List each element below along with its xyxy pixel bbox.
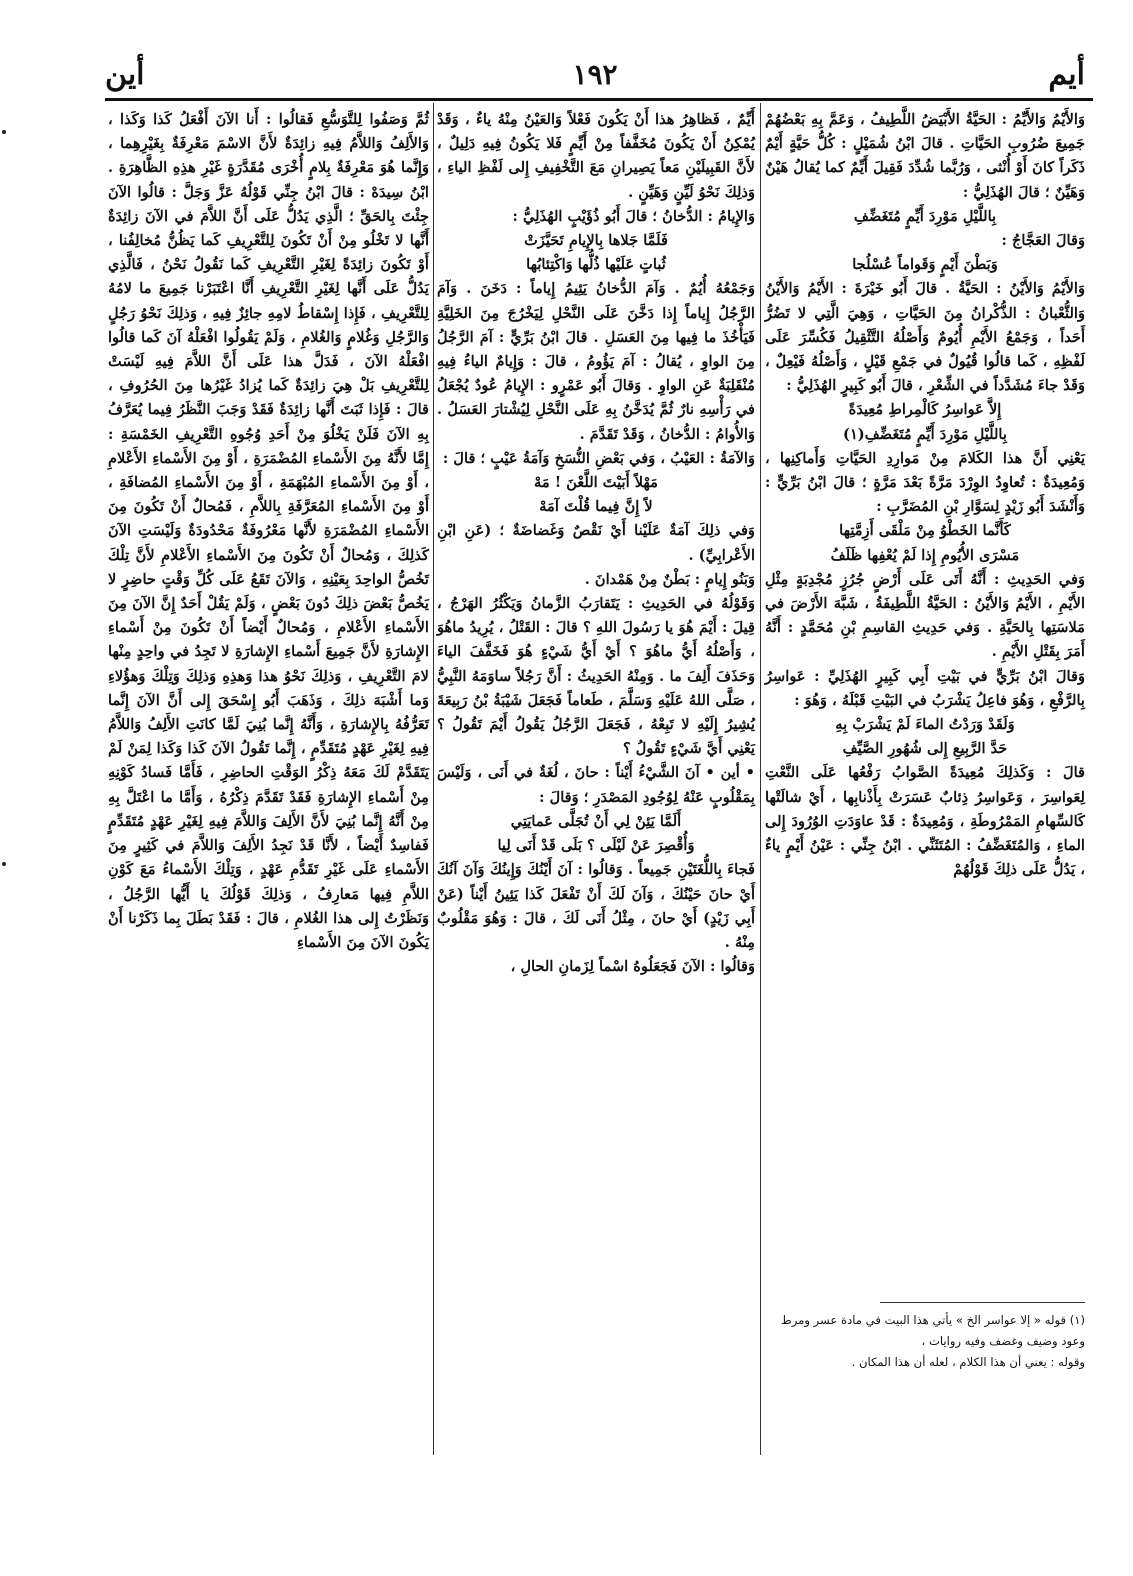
column-divider-left xyxy=(433,103,434,1455)
header-rule xyxy=(105,98,1093,101)
footnote xyxy=(765,1310,1085,1373)
paragraph: أَيِّمٌ ، فَظاهِرُ هذا أَنْ يَكُونَ فَعْلاً وَالعَيْنُ مِنْهُ ياءٌ ، وَقَدْ يُمْكِنُ أَنْ يَكُونَ مُخَفَّفاً مِنْ أَيِّمٍ فَلا يَكُونُ فِيهِ دَلِيلٌ ، لأَنَّ القَبِيلَيْنِ مَعاً يَصِيرانِ مَعَ التَّخْفِيفِ إِلى لَفْظِ الياءِ ، وَذلِكَ نَحْوُ لَيِّنٍ وَهَيِّنٍ . xyxy=(437,111,755,201)
verse-line: حَدَّ الرَّبِيعِ إِلى شُهُورِ الصَّيِّفِ xyxy=(842,740,1008,758)
verse-line: مَهْلاً أَبَيْتَ اللَّعْنَ ! مَهْ xyxy=(534,474,658,492)
verse-line: مَسْرَى الأُيُومِ إِذا لَمْ يُعْفِها ظَلَفُ xyxy=(830,546,1020,564)
scan-mark xyxy=(2,130,6,134)
page-header xyxy=(105,55,1085,97)
paragraph: قالَ : وَكَذلِكَ مُعِيدَةً الصَّوابُ رَفْعُها عَلَى النَّعْتِ لِعَواسِرَ ، وَعَواسِرُ ذِئابٌ عَسَرَتْ بِأَذْنابِها ، أَيْ شالَتْها كَالسِّهامِ المَمْرُوطَةِ ، وَمُعِيدَةٌ : قَدْ عاوَدَتِ الوُرُودَ إِلى الماءِ ، وَالمُتَغَضِّفُ : المُتَثَنِّي . ابْنُ جِنِّي : عَيْنُ أَيْمٍ ياءٌ ، يَدُلُّ عَلَى ذلِكَ قَوْلُهُمْ xyxy=(765,764,1085,879)
paragraph: وَالأَيْمُ وَالأَيْنُ : الحَيَّةُ . قالَ أَبُو خَيْرَةَ : الأَيْمُ وَالأَيْنُ وَالثُّعْبانُ : الذُّكْرانُ مِنَ الحَيَّاتِ ، وَهِيَ الَّتِي لا تَضُرُّ أَحَداً ، وَجَمْعُ الأَيْمِ أُيُومٌ وَأَصْلُهُ التَّثْقِيلُ فَكُسِّرَ عَلَى لَفْظِهِ ، كَما قالُوا قُيُولٌ في جَمْعِ قَيْلٍ ، وَأَصْلُهُ فَيْعِلٌ ، وَقَدْ جاءَ مُشَدَّداً في الشِّعْرِ ، قالَ أَبُو كَبِيرٍ الهُذَلِيُّ : xyxy=(765,280,1085,395)
paragraph: وَجَمْعُهُ أُيُمٌ . وَآمَ الدُّخانُ يَئِيمُ إِياماً : دَخَنَ . وَآمَ الرَّجُلُ إِياماً إِذا دَخَّنَ عَلَى النَّحْلِ لِيَخْرُجَ مِنَ الخَلِيَّةِ فَيَأْخُذَ ما فِيها مِنَ العَسَلِ . قالَ ابْنُ بَرِّيٍّ : آمَ الرَّجُلُ مِنَ الواوِ ، يُقالُ : آمَ يَؤُومُ ، قالَ : وَإِيامٌ الياءُ فِيهِ مُنْقَلِبَةٌ عَنِ الواوِ . وَقالَ أَبُو عَمْرٍو : الإِيامُ عُودٌ يُجْعَلُ في رَأْسِهِ نارٌ ثُمَّ يُدَخَّنُ بِهِ عَلَى النَّحْلِ لِيُشْتارَ العَسَلُ . وَالأُوامُ : الدُّخانُ ، وَقَدْ تَقَدَّمَ . xyxy=(437,280,755,443)
verse-line: كَأَنَّما الخَطْوُ مِنْ مَلْقَى أَزِمَّتِها xyxy=(839,522,1011,540)
verse-line: وَلَقَدْ وَرَدْتُ الماءَ لَمْ يَشْرَبْ بِهِ xyxy=(835,716,1015,734)
verse-line: وَبَطْنَ أَيْمٍ وَقَواماً عُسْلُجا xyxy=(852,256,998,274)
column-divider-right xyxy=(760,103,761,1455)
verse-line: بِاللَّيْلِ مَوْرِدَ أَيِّمٍ مُتَغَضِّفِ xyxy=(853,207,997,225)
paragraph: وَقَوْلُهُ في الحَدِيثِ : يَتَقارَبُ الزَّمانُ وَيَكْثُرُ الهَرْجُ ، قِيلَ : أَيْمَ هُوَ يا رَسُولَ اللهِ ؟ قالَ : القَتْلُ ، يُرِيدُ ماهُوَ ، وَأَصْلُهُ أَيُّ ماهُوَ ؟ أَيْ أَيُّ شَيْءٍ هُوَ فَخَفَّفَ الياءَ وَحَذَفَ أَلِفَ ما . وَمِنْهُ الحَدِيثُ : أَنَّ رَجُلاً ساوَمَهُ النَّبِيُّ ، صَلَّى اللهُ عَلَيْهِ وَسَلَّمَ ، طَعاماً فَجَعَلَ شَيْبَةُ بْنُ رَبِيعَةَ يُشِيرُ إِلَيْهِ لا تَبِعْهُ ، فَجَعَلَ الرَّجُلُ يَقُولُ أَيْمَ تَقُولُ ؟ يَعْنِي أَيَّ شَيْءٍ تَقُولُ ؟ xyxy=(437,595,755,758)
column-middle xyxy=(437,108,755,979)
paragraph: وَالإِيامُ : الدُّخانُ ؛ قالَ أَبُو ذُؤَيْبٍ الهُذَلِيُّ : xyxy=(512,207,755,225)
paragraph: وَبَنُو إِيامٍ : بَطْنٌ مِنْ هَمْدانَ . xyxy=(584,570,755,588)
footnote-rule xyxy=(880,1302,1085,1303)
verse-line: فَلَمَّا جَلاها بِالإِيامِ تَحَيَّزَتْ xyxy=(524,232,668,250)
verse-line: بِاللَّيْلِ مَوْرِدَ أَيِّمٍ مُتَغَضِّفِ(١) xyxy=(843,425,1007,443)
paragraph: وَقالَ العَجَّاجُ : xyxy=(1001,232,1085,250)
paragraph: وَالآمَةُ : العَيْبُ ، وَفي بَعْضِ النُّسَخِ وَآمَةُ عَيْبٍ ؛ قالَ : xyxy=(442,449,755,467)
verse-line: لاً إِنَّ فِيما قُلْتَ آمَهْ xyxy=(539,498,653,516)
footnote-line: (١) قوله « إلا عواسر الخ » يأتي هذا البيت في مادة عسر ومرط وعود وضيف وغضف وفيه روايات ، xyxy=(781,1313,1085,1348)
footnote-line: وقوله : يعني أن هذا الكلام ، لعله أن هذا المكان . xyxy=(851,1355,1085,1369)
column-left xyxy=(108,108,429,955)
paragraph: وَفي الحَدِيثِ : أَنَّهُ أَتَى عَلَى أَرْضٍ جُرُزٍ مُجْدِبَةٍ مِثْلِ الأَيْمِ ، الأَيْمُ وَالأَيْنُ : الحَيَّةُ اللَّطِيفَةُ ، شَبَّهَ الأَرْضَ في مَلاسَتِها بِالحَيَّةِ . وَفي حَدِيثِ القاسِمِ بْنِ مُحَمَّدٍ : أَنَّهُ أَمَرَ بِقَتْلِ الأَيْمِ . xyxy=(765,570,1085,661)
verse-line: ثُباتٍ عَلَيْها ذُلُّها وَاكْتِئابُها xyxy=(526,256,666,274)
paragraph: وَقالَ ابْنُ بَرِّيٍّ في بَيْتِ أَبِي كَبِيرٍ الهُذَلِيِّ : عَواسِرُ بِالرَّفْعِ ، وَهُوَ فاعِلُ يَشْرَبُ في البَيْتِ قَبْلَهُ ، وَهُوَ : xyxy=(765,667,1085,709)
scan-mark xyxy=(2,862,6,866)
paragraph: وَالأَيْمُ وَالأَيِّمُ : الحَيَّةُ الأَبْيَضُ اللَّطِيفُ ، وَعَمَّ بِهِ بَعْضُهُمْ جَمِيعَ ضُرُوبِ الحَيَّاتِ . قالَ ابْنُ شُمَيْلٍ : كُلُّ حَيَّةٍ أَيْمٌ ذَكَراً كانَ أَوْ أُنْثى ، وَرُبَّما شُدِّدَ فَقِيلَ أَيِّمٌ كما يُقالُ هَيْنٌ وَهَيِّنٌ ؛ قالَ الهُذَلِيُّ : xyxy=(765,111,1085,201)
column-right xyxy=(765,108,1085,883)
verse-line: وَأُقْصِرَ عَنْ لَيْلَى ؟ بَلَى قَدْ أَنَى لِيا xyxy=(497,837,695,855)
paragraph: وَقالُوا : الآنَ فَجَعَلُوهُ اسْماً لِزَمانِ الحالِ ، xyxy=(510,958,755,976)
paragraph: وَفي ذلِكَ آمَةٌ عَلَيْنا أَيْ نَقْصٌ وَغَضاضَةٌ ؛ (عَنِ ابْنِ الأَعْرابِيِّ) . xyxy=(437,522,755,564)
headword-right: أيم xyxy=(1048,57,1085,92)
paragraph: فَجاءَ بِاللُّغَتَيْنِ جَمِيعاً . وَقالُوا : آنَ أَيْنُكَ وَإِينُكَ وَآنَ آنُكَ أَيْ حانَ حَيْنُكَ ، وَآنَ لَكَ أَنْ تَفْعَلَ كَذا يَئِينُ أَيْناً (عَنْ أَبِي زَيْدٍ) أَيْ حانَ ، مِثْلُ أَنَى لَكَ ، قالَ : وَهُوَ مَقْلُوبٌ مِنْهُ . xyxy=(437,861,755,951)
paragraph: ثُمَّ وَصَفُوا لِلتَّوَسُّعِ فَقالُوا : أَنا الآنَ أَفْعَلُ كَذا وَكَذا ، وَالأَلِفُ وَاللاَّمُ فِيهِ زائِدَةٌ لأَنَّ الاسْمَ مَعْرِفَةٌ بِغَيْرِهِما ، وَإِنَّما هُوَ مَعْرِفَةٌ بِلامٍ أُخْرَى مُقَدَّرَةٍ غَيْرِ هذِهِ الظَّاهِرَةِ . ابْنُ سِيدَهْ : قالَ ابْنُ جِنِّي قَوْلُهُ عَزَّ وَجَلَّ : قالُوا الآنَ جِئْتَ بِالحَقِّ ؛ الَّذِي يَدُلُّ عَلَى أَنَّ اللاَّمَ في الآنَ زائِدَةٌ أَنَّها لا تَخْلُو مِنْ أَنْ تَكُونَ لِلتَّعْرِيفِ كَما يَظُنُّ مُخالِفُنا ، أَوْ تَكُونَ زائِدَةً لِغَيْرِ التَّعْرِيفِ كَما نَقُولُ نَحْنُ ، فَالَّذِي يَدُلُّ عَلَى أَنَّها لِغَيْرِ التَّعْرِيفِ أَنَّا اعْتَبَرْنا جَمِيعَ ما لامُهُ لِلتَّعْرِيفِ ، فَإِذا إِسْقاطُ لامِهِ جائِزٌ فِيهِ ، وَذلِكَ نَحْوُ رَجُلٍ وَالرَّجُلِ وَغُلامٍ وَالغُلامِ ، وَلَمْ يَقُولُوا افْعَلْهُ آنَ كَما قالُوا افْعَلْهُ الآنَ ، فَدَلَّ هذا عَلَى أَنَّ اللاَّمَ فِيهِ لَيْسَتْ لِلتَّعْرِيفِ بَلْ هِيَ زائِدَةٌ كَما يُزادُ غَيْرُها مِنَ الحُرُوفِ ، قالَ : فَإِذا ثَبَتَ أَنَّها زائِدَةٌ فَقَدْ وَجَبَ النَّظَرُ فِيما يُعَرَّفُ بِهِ الآنَ فَلَنْ يَخْلُوَ مِنْ أَحَدِ وُجُوهِ التَّعْرِيفِ الخَمْسَةِ : إِمَّا لأَنَّهُ مِنَ الأَسْماءِ المُضْمَرَةِ ، أَوْ مِنَ الأَسْماءِ الأَعْلامِ ، أَوْ مِنَ الأَسْماءِ المُبْهَمَةِ ، أَوْ مِنَ الأَسْماءِ المُضافَةِ ، أَوْ مِنَ الأَسْماءِ المُعَرَّفَةِ بِاللاَّمِ ، فَمُحالٌ أَنْ تَكُونَ مِنَ الأَسْماءِ المُضْمَرَةِ لأَنَّها مَعْرُوفَةٌ مَحْدُودَةٌ وَلَيْسَتِ الآنَ كَذلِكَ ، وَمُحالٌ أَنْ تَكُونَ مِنَ الأَسْماءِ الأَعْلامِ لأَنَّ تِلْكَ تَخُصُّ الواحِدَ بِعَيْنِهِ ، وَالآنَ تَقَعُ عَلَى كُلِّ وَقْتٍ حاضِرٍ لا يَخُصُّ بَعْضَ ذلِكَ دُونَ بَعْضٍ ، وَلَمْ يَقُلْ أَحَدٌ إِنَّ الآنَ مِنَ الأَسْماءِ الأَعْلامِ ، وَمُحالٌ أَيْضاً أَنْ تَكُونَ مِنْ أَسْماءِ الإِشارَةِ لأَنَّ جَمِيعَ أَسْماءِ الإِشارَةِ لا تَجِدُ في واحِدٍ مِنْها لامَ التَّعْرِيفِ ، وَذلِكَ نَحْوُ هذا وَهذِهِ وَذلِكَ وَتِلْكَ وَهؤُلاءِ وَما أَشْبَهَ ذلِكَ ، وَذَهَبَ أَبُو إِسْحَقَ إِلى أَنَّ الآنَ إِنَّما تَعَرُّفُهُ بِالإِشارَةِ ، وَأَنَّهُ إِنَّما بُنِيَ لَمَّا كانَتِ الأَلِفُ وَاللاَّمُ فِيهِ لِغَيْرِ عَهْدٍ مُتَقَدِّمٍ ، إِنَّما تَقُولُ الآنَ كَذا وَكَذا لِمَنْ لَمْ يَتَقَدَّمْ لَكَ مَعَهُ ذِكْرُ الوَقْتِ الحاضِرِ ، فَأَمَّا فَسادُ كَوْنِهِ مِنْ أَسْماءِ الإِشارَةِ فَقَدْ تَقَدَّمَ ذِكْرُهُ ، وَأَمَّا ما اعْتَلَّ بِهِ مِنْ أَنَّهُ إِنَّما بُنِيَ لأَنَّ الأَلِفَ وَاللاَّمَ فِيهِ لِغَيْرِ عَهْدٍ مُتَقَدِّمٍ فَفاسِدٌ أَيْضاً ، لأَنَّا قَدْ نَجِدُ الأَلِفَ وَاللاَّمَ في كَثِيرٍ مِنَ الأَسْماءِ عَلَى غَيْرِ تَقَدُّمِ عَهْدٍ ، وَتِلْكَ الأَسْماءُ مَعَ كَوْنِ اللاَّمِ فِيها مَعارِفُ ، وَذلِكَ قَوْلُكَ يا أَيُّها الرَّجُلُ ، وَنَظَرْتُ إِلى هذا الغُلامِ ، قالَ : فَقَدْ بَطَلَ بِما ذَكَرْنا أَنْ يَكُونَ الآنَ مِنَ الأَسْماءِ xyxy=(108,111,429,951)
headword-left: أين xyxy=(105,57,145,92)
verse-line: إِلاَّ عَواسِرُ كَالْمِراطِ مُعِيدَةً xyxy=(848,401,1002,419)
page-number: ١٩٢ xyxy=(572,58,618,91)
paragraph: يَعْنِي أَنَّ هذا الكَلامَ مِنْ مَوارِدِ الحَيَّاتِ وَأَماكِنِها ، وَمُعِيدَةٌ : تُعاوِدُ الوِرْدَ مَرَّةً بَعْدَ مَرَّةٍ ؛ قالَ ابْنُ بَرِّيٍّ : وَأَنْشَدَ أَبُو زَيْدٍ لِسَوَّارِ بْنِ المُضَرَّبِ : xyxy=(765,449,1085,516)
verse-line: أَلَمَّا يَئِنْ لِي أَنْ تُجَلَّى عَمايَتِي xyxy=(510,812,682,830)
entry-paragraph: • أين • آنَ الشَّيْءُ أَيْناً : حانَ ، لُغَةٌ في أَنَى ، وَلَيْسَ بِمَقْلُوبٍ عَنْهُ لِوُجُودِ المَصْدَرِ ؛ وَقالَ : xyxy=(437,764,755,806)
